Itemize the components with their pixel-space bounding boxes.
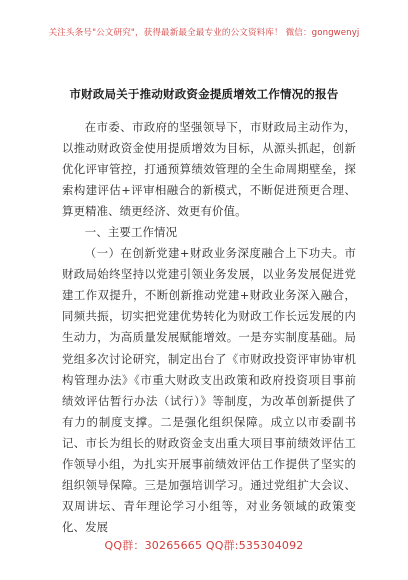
section-heading: 一、主要工作情况: [84, 225, 178, 240]
qq-group-footer: QQ群：30265665 QQ群:535304092: [104, 539, 304, 552]
body-paragraph: （一）在创新党建+财政业务深度融合上下功夫。市财政局始终坚持以党建引领业务发展，以业务发展促进党建工作双提升，不断创新推动党建+财政业务深入融合，同频共振，切实把党建优势转化为财政工作长远发展的内生动力，为高质量发展赋能增效。一是夯实制度基础。局党组多次讨论研究，制定出台了《市财政投资评审协审机构管理办法》《市重大财政支出政策和政府投资项目事前绩效评估暂行办法（试行）》等制度，为改革创新提供了有力的制度支撑。二是强化组织保障。成立以市委副书记、市长为组长的财政资金支出重大项目事前绩效评估工作领导小组，为扎实开展事前绩效评估工作提供了坚实的组织领导保障。三是加强培训学习。通过党组扩大会议、双周讲坛、青年理论学习小组等，对业务领域的政策变化、发展: [62, 246, 356, 534]
document-body: [62, 117, 356, 538]
promo-banner: 关注头条号"公文研究"，获得最新最全最专业的公文资料库！ 微信：gongwenyj: [48, 28, 360, 38]
document-title: 市财政局关于推动财政资金提质增效工作情况的报告: [69, 87, 339, 101]
intro-paragraph: 在市委、市政府的坚强领导下，市财政局主动作为，以推动财政资金使用提质增效为目标，从源头抓起，创新优化评审管控，打通预算绩效管理的全生命周期壁垒，探索构建评估+评审相融合的新模式，不断促进预更合理、算更精准、绩更经济、效更有价值。: [62, 120, 356, 219]
